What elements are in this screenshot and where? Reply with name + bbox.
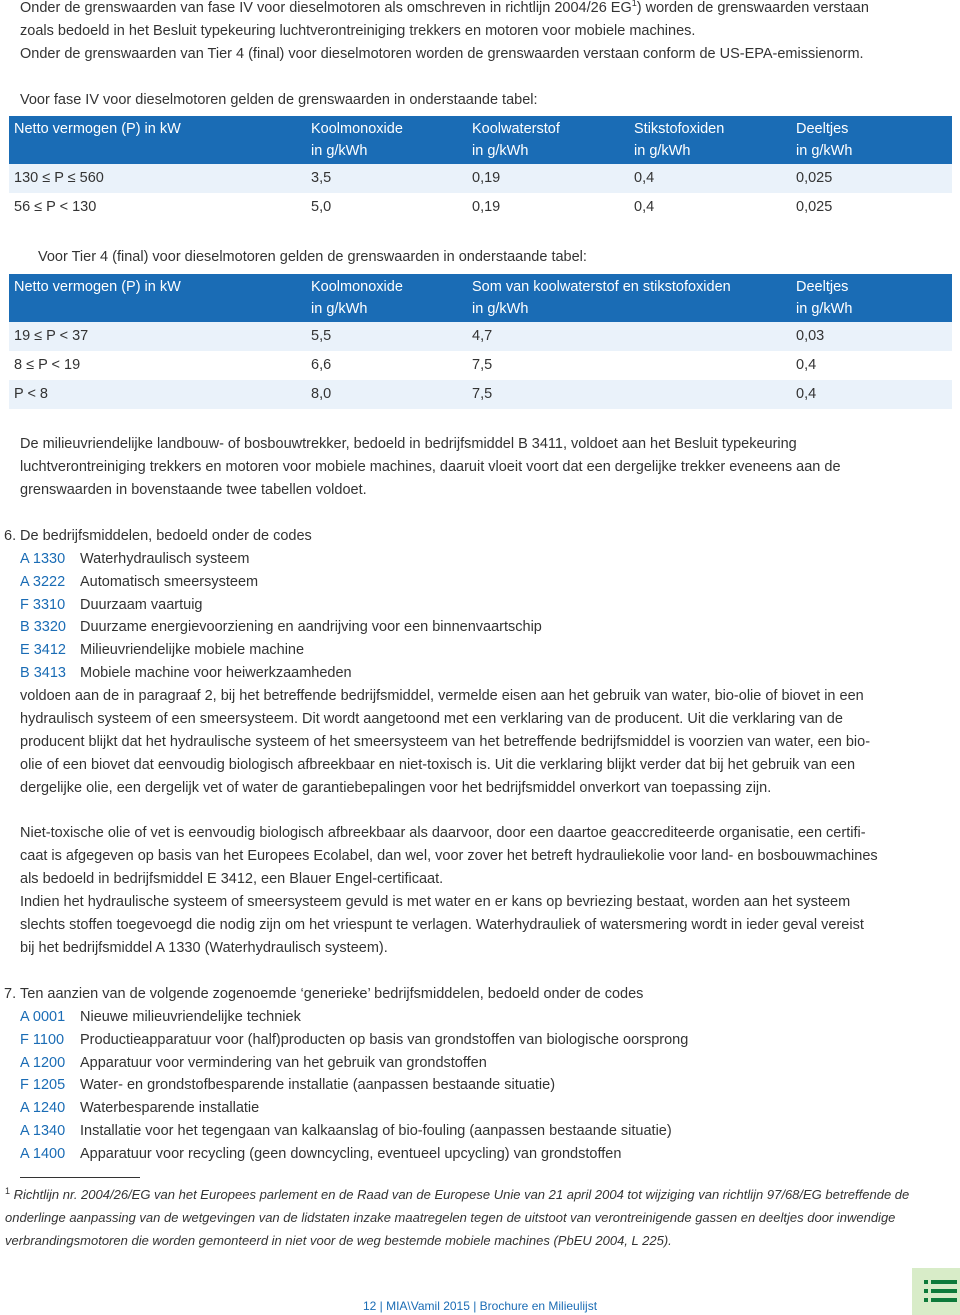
footnote — [5, 1183, 955, 1252]
text-line: voldoen aan de in paragraaf 2, bij het betreffende bedrijfsmiddel, vermelde eisen aan het gebruik van water, bio-olie of biovet in een — [20, 688, 864, 704]
table-cell: 130 ≤ P ≤ 560 — [14, 170, 104, 186]
list-item — [20, 1097, 688, 1120]
col-header-unit: in g/kWh — [311, 301, 368, 317]
table-cell: 0,025 — [796, 170, 833, 186]
text-line: als bedoeld in bedrijfsmiddel E 3412, een Blauer Engel-certificaat. — [20, 871, 444, 887]
col-header-unit: in g/kWh — [634, 143, 691, 159]
code-link[interactable]: F 1100 — [20, 1031, 65, 1048]
code-link[interactable]: A 3222 — [20, 573, 66, 590]
table-cell: 5,5 — [311, 328, 332, 344]
section-7-heading — [4, 983, 950, 1006]
col-header — [306, 276, 467, 322]
footnote-divider — [20, 1177, 140, 1178]
text-line: Niet-toxische olie of vet is eenvoudig biologisch afbreekbaar als daarvoor, door een daartoe geaccrediteerde organisatie, een certifi- — [20, 825, 866, 841]
table-cell: 0,4 — [796, 357, 817, 373]
col-header — [791, 118, 952, 164]
code-link[interactable]: A 1200 — [20, 1054, 66, 1071]
table-cell: 0,4 — [634, 199, 655, 215]
table-row — [9, 380, 952, 409]
text-line: olie of een biovet dat eenvoudig biologisch afbreekbaar en niet-toxisch is. Uit die verklaring blijkt verder dat bij het gebruik van een — [20, 757, 856, 773]
col-header — [791, 276, 952, 322]
menu-bar — [924, 1289, 957, 1293]
col-header-unit: in g/kWh — [472, 143, 529, 159]
list-item — [20, 1052, 688, 1075]
table-cell: 7,5 — [472, 386, 493, 402]
page-footer: 12 | MIA\Vamil 2015 | Brochure en Milieulijst — [362, 1299, 598, 1313]
list-item — [20, 571, 542, 594]
code-link[interactable]: A 1400 — [20, 1145, 66, 1162]
table-row — [9, 351, 952, 380]
table-cell: 19 ≤ P < 37 — [14, 328, 89, 344]
list-item — [20, 594, 542, 617]
code-list-6 — [20, 548, 542, 685]
table-cell: 0,03 — [796, 328, 825, 344]
code-description: Waterhydraulisch systeem — [80, 551, 250, 567]
list-item — [20, 616, 542, 639]
footnote-marker: 1 — [5, 1186, 11, 1196]
table-cell: 6,6 — [311, 357, 332, 373]
footnote-line: verbrandingsmotoren die worden gemonteerd in niet voor de weg bestemde mobiele machines (PbEU 2004, L 225). — [5, 1233, 672, 1248]
table-cell: 0,19 — [472, 170, 501, 186]
col-header — [9, 276, 306, 322]
table-tier-4 — [9, 274, 952, 409]
table-row — [9, 193, 952, 222]
col-header-label: Stikstofoxiden — [634, 121, 725, 137]
code-description: Installatie voor het tegengaan van kalkaanslag of bio-fouling (aanpassen bestaande situatie) — [80, 1122, 672, 1139]
col-header-unit: in g/kWh — [311, 143, 368, 159]
paragraph-niet-toxisch — [20, 822, 950, 891]
code-link[interactable]: A 1330 — [20, 551, 66, 567]
col-header — [467, 118, 629, 164]
col-header — [467, 276, 791, 322]
footnote-ref[interactable]: 1 — [631, 0, 637, 9]
col-header-label: Deeltjes — [796, 279, 849, 295]
paragraph-voldoen — [20, 685, 950, 800]
text-line: Indien het hydraulische systeem of smeersysteem gevuld is met water en er kans op bevriezing bestaat, worden aan het systeem — [20, 894, 851, 910]
menu-bar — [924, 1298, 957, 1302]
col-header-label: Netto vermogen (P) in kW — [14, 279, 181, 295]
text-line: dergelijke olie, een dergelijk vet of water de garantiebepalingen voor het bedrijfsmiddel onverkort van toepassing zijn. — [20, 780, 772, 796]
col-header — [629, 118, 791, 164]
menu-bar — [924, 1280, 957, 1284]
code-link[interactable]: A 1240 — [20, 1100, 66, 1117]
section-heading: De bedrijfsmiddelen, bedoeld onder de codes — [20, 528, 312, 544]
text-line: De milieuvriendelijke landbouw- of bosbouwtrekker, bedoeld in bedrijfsmiddel B 3411, voldoet aan het Besluit typekeuring — [20, 436, 797, 452]
code-link[interactable]: F 1205 — [20, 1077, 66, 1094]
table-cell: 0,4 — [634, 170, 655, 186]
table-row — [9, 164, 952, 193]
code-list-7 — [20, 1006, 688, 1166]
table-cell: 7,5 — [472, 357, 493, 373]
section-number: 6. — [4, 528, 17, 544]
table1-lead: Voor fase IV voor dieselmotoren gelden de grenswaarden in onderstaande tabel: — [20, 92, 538, 108]
section-number: 7. — [4, 986, 17, 1002]
list-item — [20, 662, 542, 685]
col-header-unit: in g/kWh — [796, 143, 853, 159]
code-description: Duurzaam vaartuig — [80, 596, 203, 613]
footnote-line: Richtlijn nr. 2004/26/EG van het Europees parlement en de Raad van de Europese Unie van 21 april 2004 tot wijziging van richtlijn 97/68/EG betreffende de — [10, 1187, 910, 1202]
table-cell: 4,7 — [472, 328, 493, 344]
footnote-line: onderlinge aanpassing van de wetgevingen van de lidstaten inzake maatregelen tegen de uitstoot van verontreinigende gassen en deeltjes door inwendige — [5, 1210, 896, 1225]
table-cell: 0,025 — [796, 199, 833, 215]
code-link[interactable]: A 1340 — [20, 1122, 66, 1139]
code-description: Productieapparatuur voor (half)producten op basis van grondstoffen van biologische oorsprong — [80, 1031, 689, 1048]
code-description: Automatisch smeersysteem — [80, 573, 259, 590]
intro-line-1-text: Onder de grenswaarden van fase IV voor dieselmotoren als omschreven in richtlijn 2004/26 EG — [20, 0, 632, 16]
code-link[interactable]: B 3413 — [20, 664, 66, 681]
code-description: Waterbesparende installatie — [80, 1100, 260, 1117]
intro-text — [20, 0, 950, 66]
intro-line-1-end: ) worden de grenswaarden verstaan — [636, 0, 869, 16]
intro-line-1 — [20, 0, 950, 20]
list-menu-icon[interactable] — [912, 1268, 960, 1315]
text-line: producent blijkt dat het hydraulische systeem of het smeersysteem van het betreffende bedrijfsmiddel is voorzien van water, een bio- — [20, 734, 871, 750]
code-link[interactable]: F 3310 — [20, 596, 66, 613]
code-description: Milieuvriendelijke mobiele machine — [80, 642, 305, 659]
code-description: Mobiele machine voor heiwerkzaamheden — [80, 664, 352, 681]
table-cell: 56 ≤ P < 130 — [14, 199, 97, 215]
section-heading: Ten aanzien van de volgende zogenoemde ‘generieke’ bedrijfsmiddelen, bedoeld onder de codes — [20, 986, 644, 1002]
col-header-label: Deeltjes — [796, 121, 849, 137]
text-line: grenswaarden in bovenstaande twee tabellen voldoet. — [20, 482, 367, 498]
table-row — [9, 322, 952, 351]
text-line: bij het bedrijfsmiddel A 1330 (Waterhydraulisch systeem). — [20, 940, 388, 956]
col-header-unit: in g/kWh — [796, 301, 853, 317]
col-header-label: Koolwaterstof — [472, 121, 560, 137]
code-link[interactable]: E 3412 — [20, 642, 66, 659]
col-header — [306, 118, 467, 164]
table2-lead: Voor Tier 4 (final) voor dieselmotoren gelden de grenswaarden in onderstaande tabel: — [38, 249, 587, 265]
code-description: Duurzame energievoorziening en aandrijving voor een binnenvaartschip — [80, 619, 542, 636]
code-link[interactable]: B 3320 — [20, 619, 66, 636]
table-header — [9, 274, 952, 322]
code-link[interactable]: A 0001 — [20, 1009, 66, 1025]
code-description: Water- en grondstofbesparende installatie (aanpassen bestaande situatie) — [80, 1077, 556, 1094]
col-header-label: Som van koolwaterstof en stikstofoxiden — [472, 279, 731, 295]
list-item — [20, 1006, 688, 1029]
text-line: luchtverontreiniging trekkers en motoren voor mobiele machines, daaruit vloeit voort dat een dergelijke trekker eveneens aan de — [20, 459, 841, 475]
table-fase-iv — [9, 116, 952, 222]
list-item — [20, 548, 542, 571]
list-item — [20, 1029, 688, 1052]
list-item — [20, 1074, 688, 1097]
table-header — [9, 116, 952, 164]
table-cell: P < 8 — [14, 386, 48, 402]
intro-line-2: zoals bedoeld in het Besluit typekeuring luchtverontreiniging trekkers en motoren voor mobiele machines. — [20, 23, 696, 39]
code-description: Apparatuur voor vermindering van het gebruik van grondstoffen — [80, 1054, 487, 1071]
col-header-label: Koolmonoxide — [311, 279, 403, 295]
text-line: slechts stoffen toegevoegd die nodig zijn om het vriespunt te verlagen. Waterhydrauliek of watersmering wordt in ieder geval vereist — [20, 917, 864, 933]
table-cell: 0,4 — [796, 386, 817, 402]
section-6-heading — [4, 525, 950, 548]
paragraph-indien — [20, 891, 950, 960]
col-header-label: Netto vermogen (P) in kW — [14, 121, 181, 137]
table-cell: 0,19 — [472, 199, 501, 215]
list-item — [20, 639, 542, 662]
table-cell: 8 ≤ P < 19 — [14, 357, 81, 373]
code-description: Nieuwe milieuvriendelijke techniek — [80, 1009, 301, 1025]
col-header-label: Koolmonoxide — [311, 121, 403, 137]
table-cell: 3,5 — [311, 170, 332, 186]
list-item — [20, 1120, 688, 1143]
col-header — [9, 118, 306, 164]
table-cell: 5,0 — [311, 199, 332, 215]
paragraph-trekker — [20, 433, 950, 502]
table-cell: 8,0 — [311, 386, 332, 402]
code-description: Apparatuur voor recycling (geen downcycling, eventueel upcycling) van grondstoffen — [80, 1145, 622, 1162]
intro-line-3: Onder de grenswaarden van Tier 4 (final) voor dieselmotoren worden de grenswaarden verstaan conform de US-EPA-emissienorm. — [20, 46, 864, 62]
list-item — [20, 1143, 688, 1166]
col-header-unit: in g/kWh — [472, 301, 529, 317]
text-line: caat is afgegeven op basis van het Europees Ecolabel, dan wel, voor zover het betreft hydrauliekolie voor land- en bosbouwmachines — [20, 848, 878, 864]
text-line: hydraulisch systeem of een smeersysteem. Dit wordt aangetoond met een verklaring van de producent. Uit die verklaring van de — [20, 711, 843, 727]
